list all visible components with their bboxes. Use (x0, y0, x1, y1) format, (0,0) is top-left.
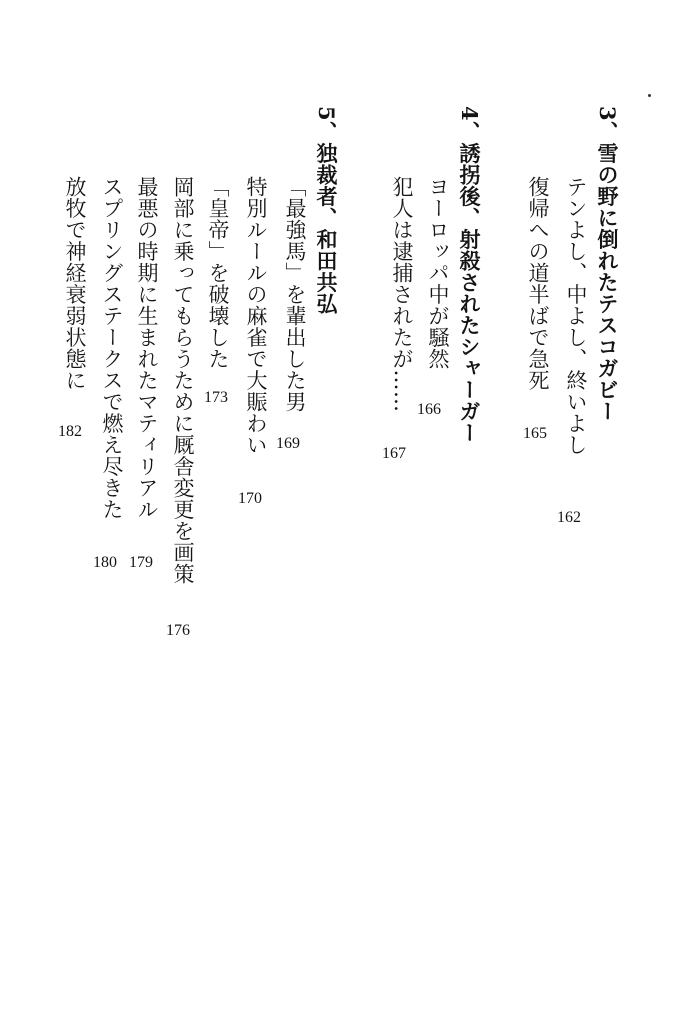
toc-entry-page: 179 (129, 554, 153, 571)
toc-entry-page: 167 (382, 445, 406, 462)
toc-entry-page: 162 (557, 509, 581, 526)
toc-entry-title: 「皇帝」を破壊した (206, 176, 230, 370)
toc-entry-title: 特別ルールの麻雀で大賑わい (244, 176, 268, 456)
toc-entry-page: 176 (166, 622, 190, 639)
toc-entry-title: テンよし、中よし、終いよし (564, 176, 588, 456)
chapter-3-heading: 3、雪の野に倒れたテスコガビー (595, 106, 620, 423)
toc-entry-title: 復帰への道半ばで急死 (526, 176, 550, 391)
toc-entry-page: 173 (204, 389, 228, 406)
toc-entry-title: 岡部に乗ってもらうために厩舎変更を画策 (171, 176, 195, 585)
toc-entry-page: 165 (523, 425, 547, 442)
chapter-5-heading: 5、独裁者、和田共弘 (314, 106, 339, 315)
toc-entry-title: スプリングステークスで燃え尽きた (100, 176, 124, 520)
toc-entry-page: 166 (417, 401, 441, 418)
toc-entry-title: 「最強馬」を輩出した男 (283, 176, 307, 413)
toc-entry-title: 放牧で神経衰弱状態に (63, 176, 87, 391)
toc-entry-page: 169 (276, 435, 300, 452)
toc-entry-title: 犯人は逮捕されたが…… (390, 176, 414, 413)
toc-entry-page: 180 (93, 554, 117, 571)
toc-entry-title: 最悪の時期に生まれたマティリアル (135, 176, 159, 520)
toc-entry-page: 170 (238, 490, 262, 507)
toc-entry-page: 182 (58, 423, 82, 440)
page-mark-dot (648, 94, 651, 97)
chapter-4-heading: 4、誘拐後、射殺されたシャーガー (457, 106, 482, 444)
toc-entry-title: ヨーロッパ中が騒然 (426, 176, 450, 370)
